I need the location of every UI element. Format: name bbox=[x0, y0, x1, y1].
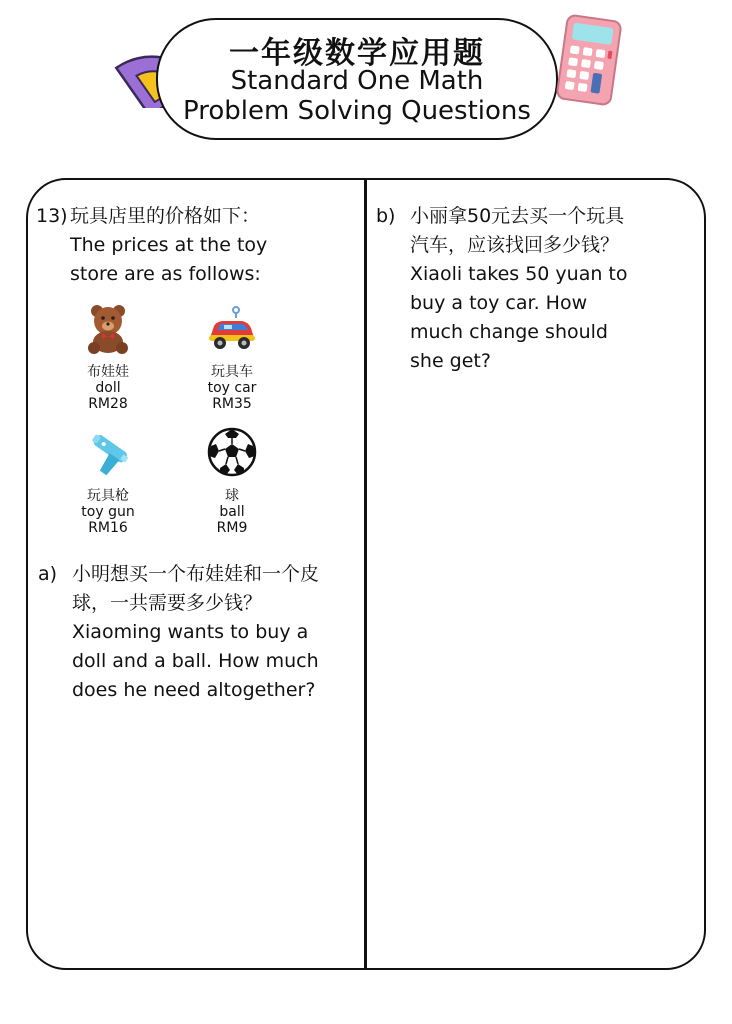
item-name-zh: 布娃娃 bbox=[87, 364, 129, 380]
teddy-bear-icon bbox=[82, 302, 134, 354]
title-chinese: 一年级数学应用题 bbox=[229, 36, 485, 71]
item-price: RM9 bbox=[216, 520, 248, 536]
item-price: RM28 bbox=[88, 396, 128, 412]
calculator-icon bbox=[556, 14, 622, 106]
title-english: Standard One Math Problem Solving Questions bbox=[183, 66, 531, 126]
item-name-en: toy gun bbox=[81, 504, 135, 520]
item-price: RM35 bbox=[212, 396, 252, 412]
item-name-zh: 玩具枪 bbox=[87, 488, 129, 504]
part-a-label: a) bbox=[38, 563, 58, 585]
item-toy-gun bbox=[58, 426, 158, 536]
toy-car-icon bbox=[206, 302, 258, 354]
item-ball bbox=[182, 426, 282, 536]
item-toy-car bbox=[182, 302, 282, 412]
item-doll bbox=[58, 302, 158, 412]
item-name-en: ball bbox=[219, 504, 245, 520]
item-name-en: toy car bbox=[207, 380, 257, 396]
part-a-text: 小明想买一个布娃娃和一个皮 球，一共需要多少钱？ Xiaoming wants to buy a doll and a ball. How much does he need altogether? bbox=[72, 563, 320, 701]
part-b-label: b) bbox=[376, 205, 396, 227]
question-intro: 玩具店里的价格如下： The prices at the toy store are as follows: bbox=[70, 205, 268, 285]
toy-gun-icon bbox=[82, 426, 134, 478]
item-name-zh: 玩具车 bbox=[211, 364, 253, 380]
soccer-ball-icon bbox=[206, 426, 258, 478]
title-badge bbox=[156, 18, 558, 140]
item-name-zh: 球 bbox=[225, 488, 239, 504]
question-number: 13) bbox=[36, 205, 68, 227]
item-name-en: doll bbox=[95, 380, 121, 396]
column-divider bbox=[364, 180, 367, 968]
item-price: RM16 bbox=[88, 520, 128, 536]
part-b-text: 小丽拿50元去买一个玩具 汽车，应该找回多少钱？ Xiaoli takes 50 yuan to buy a toy car. How much change should she get? bbox=[410, 205, 628, 372]
